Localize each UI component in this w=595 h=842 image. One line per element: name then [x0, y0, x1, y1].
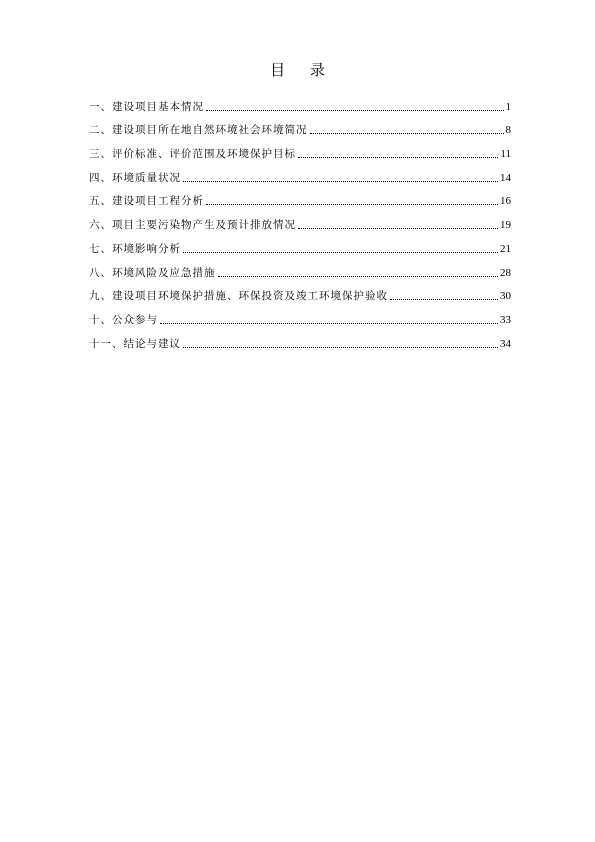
toc-leader-dots	[298, 227, 498, 229]
toc-item-page: 34	[500, 337, 511, 350]
toc-item-label: 五、建设项目工程分析	[89, 195, 204, 208]
toc-item-page: 30	[500, 290, 511, 303]
toc-item-label: 十、公众参与	[89, 313, 158, 326]
toc-leader-dots	[160, 322, 498, 324]
toc-item-page: 14	[500, 171, 511, 184]
toc-item[interactable]	[89, 256, 511, 280]
toc-item[interactable]	[89, 208, 511, 232]
toc-item[interactable]	[89, 90, 511, 114]
toc-item-label: 十一、结论与建议	[89, 337, 181, 350]
toc-title: 目 录	[270, 61, 335, 79]
toc-item[interactable]	[89, 327, 511, 351]
toc-item-page: 28	[500, 266, 511, 279]
toc-item[interactable]	[89, 280, 511, 304]
toc-item[interactable]	[89, 137, 511, 161]
toc-leader-dots	[206, 109, 504, 111]
toc-item-page: 16	[500, 195, 511, 208]
toc-item[interactable]	[89, 114, 511, 138]
toc-leader-dots	[183, 180, 498, 182]
toc-list	[89, 90, 511, 351]
toc-leader-dots	[310, 132, 504, 134]
toc-item[interactable]	[89, 161, 511, 185]
toc-item-page: 11	[500, 148, 511, 161]
toc-leader-dots	[218, 275, 499, 277]
toc-item-page: 33	[500, 313, 511, 326]
toc-item-label: 二、建设项目所在地自然环境社会环境简况	[89, 124, 308, 137]
toc-item-label: 一、建设项目基本情况	[89, 100, 204, 113]
toc-leader-dots	[298, 156, 498, 158]
toc-item-label: 四、环境质量状况	[89, 171, 181, 184]
toc-leader-dots	[183, 346, 498, 348]
toc-item[interactable]	[89, 303, 511, 327]
toc-item-label: 九、建设项目环境保护措施、环保投资及竣工环境保护验收	[89, 290, 388, 303]
toc-item[interactable]	[89, 232, 511, 256]
toc-item-label: 七、环境影响分析	[89, 242, 181, 255]
toc-item-page: 1	[505, 100, 511, 113]
toc-item-page: 19	[500, 219, 511, 232]
toc-leader-dots	[206, 203, 498, 205]
toc-item-label: 三、评价标准、评价范围及环境保护目标	[89, 148, 296, 161]
toc-leader-dots	[183, 251, 498, 253]
toc-item-page: 8	[505, 124, 511, 137]
toc-leader-dots	[390, 298, 498, 300]
toc-item-label: 六、项目主要污染物产生及预计排放情况	[89, 219, 296, 232]
toc-item-page: 21	[500, 242, 511, 255]
toc-item[interactable]	[89, 185, 511, 209]
toc-item-label: 八、环境风险及应急措施	[89, 266, 216, 279]
